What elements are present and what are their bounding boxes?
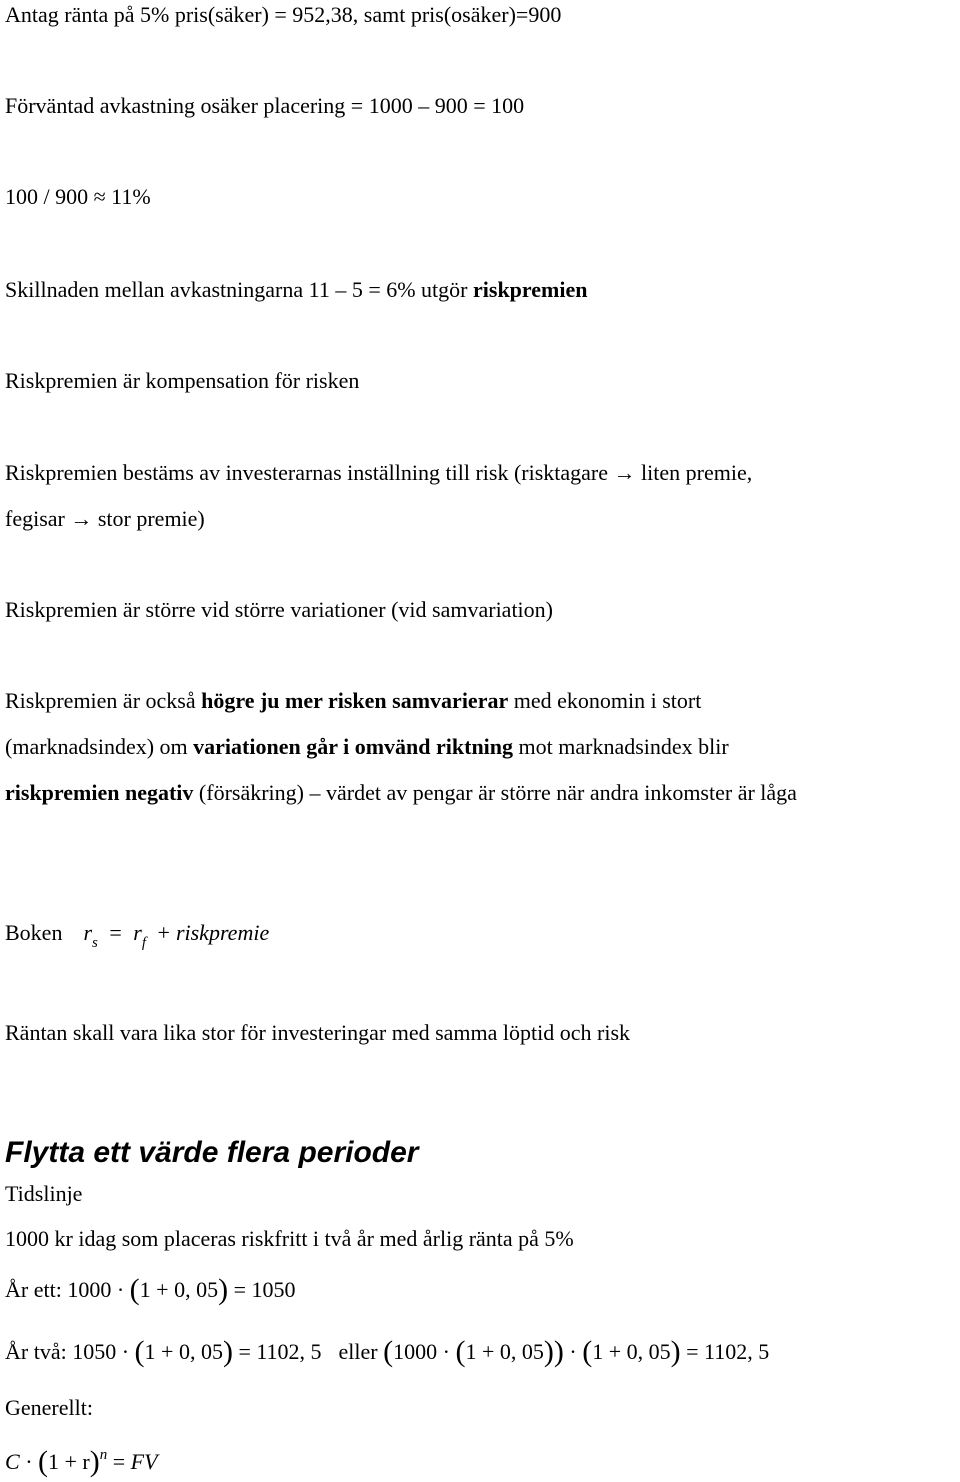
general-equals: = <box>107 1449 131 1474</box>
year-one-expr-b: 1 + 0, 05 <box>139 1277 219 1302</box>
year-two-alt-b: 1 + 0, 05 <box>465 1339 544 1364</box>
paren-close: ) <box>543 1335 554 1368</box>
formula-sub-f: f <box>141 935 147 951</box>
boken-formula <box>5 918 269 951</box>
year-two-label: År två: <box>5 1339 67 1364</box>
text-line-4 <box>5 275 587 305</box>
text-line-10-plain: (marknadsindex) om <box>5 734 194 759</box>
text-line-2: Förväntad avkastning osäker placering = 1000 – 900 = 100 <box>5 93 525 118</box>
text-line-11-bold: riskpremien negativ <box>5 780 194 805</box>
formula-r-f: r <box>133 920 142 945</box>
general-exponent: n <box>99 1447 108 1463</box>
text-line-12: Räntan skall vara lika stor för investeringar med samma löptid och risk <box>5 1020 631 1045</box>
boken-label: Boken <box>5 920 63 945</box>
year-two-alt-a: 1000 · <box>393 1339 456 1364</box>
text-line-9 <box>5 686 701 716</box>
year-two-expr-b: 1 + 0, 05 <box>144 1339 223 1364</box>
text-line-11-post: (försäkring) – värdet av pengar är större när andra inkomster är låga <box>193 780 797 805</box>
year-two-expr-a: 1050 · <box>72 1339 135 1364</box>
text-line-4-plain: Skillnaden mellan avkastningarna 11 – 5 = 6% utgör <box>5 277 473 302</box>
formula-r-s: r <box>83 920 93 945</box>
year-two-formula <box>5 1335 769 1367</box>
formula-riskpremie: riskpremie <box>175 920 270 945</box>
text-line-9-post: med ekonomin i stort <box>508 688 702 713</box>
general-formula <box>5 1445 158 1480</box>
text-line-10-bold: variationen går i omvänd riktning <box>193 734 514 759</box>
general-inner: 1 + r <box>48 1449 90 1474</box>
paren-close: ) <box>218 1273 229 1306</box>
year-two-alt-c: · <box>563 1339 583 1364</box>
paren-open: ( <box>129 1273 140 1306</box>
year-two-alt-result: = 1102, 5 <box>680 1339 770 1364</box>
year-one-result: = 1050 <box>228 1277 296 1302</box>
general-label: Generellt: <box>5 1395 93 1420</box>
text-line-4-bold: riskpremien <box>473 277 588 302</box>
text-line-9-plain: Riskpremien är också <box>5 688 202 713</box>
text-line-11 <box>5 778 797 808</box>
paren-open: ( <box>582 1335 593 1368</box>
paren-open: ( <box>38 1445 49 1478</box>
text-line-6-rest: (risktagare → liten premie, <box>508 460 753 485</box>
paren-open: ( <box>455 1335 466 1368</box>
text-line-7: fegisar → stor premie) <box>5 506 205 531</box>
formula-plus: + <box>157 920 170 945</box>
text-line-10 <box>5 732 729 762</box>
text-line-5: Riskpremien är kompensation för risken <box>5 368 360 393</box>
text-line-10-post: mot marknadsindex blir <box>513 734 729 759</box>
paren-close: ) <box>553 1335 564 1368</box>
section-heading: Flytta ett värde flera perioder <box>5 1136 419 1169</box>
year-one-formula <box>5 1273 296 1305</box>
year-one-expr-a: 1000 · <box>67 1277 130 1302</box>
formula-equals: = <box>109 920 122 945</box>
year-two-result: = 1102, 5 <box>232 1339 322 1364</box>
year-one-label: År ett: <box>5 1277 62 1302</box>
intro-line: 1000 kr idag som placeras riskfritt i två år med årlig ränta på 5% <box>5 1226 574 1251</box>
paren-close: ) <box>222 1335 233 1368</box>
general-C: C <box>5 1449 20 1474</box>
formula-sub-s: s <box>92 935 98 951</box>
paren-open: ( <box>383 1335 394 1368</box>
text-line-6-emphasis: Riskpremien bestäms av investerarnas inställning till risk <box>5 460 509 485</box>
paren-close: ) <box>670 1335 681 1368</box>
text-line-9-bold: högre ju mer risken samvarierar <box>201 688 509 713</box>
year-two-alt-d: 1 + 0, 05 <box>592 1339 671 1364</box>
paren-open: ( <box>134 1335 145 1368</box>
text-line-3: 100 / 900 ≈ 11% <box>5 184 151 209</box>
general-dot: · <box>19 1449 39 1474</box>
tidslinje-label: Tidslinje <box>5 1181 83 1206</box>
general-FV: FV <box>130 1449 158 1474</box>
paren-close: ) <box>89 1445 100 1478</box>
year-two-or: eller <box>338 1339 378 1364</box>
text-line-6 <box>5 458 752 488</box>
text-line-8: Riskpremien är större vid större variationer (vid samvariation) <box>5 597 553 622</box>
text-line-1: Antag ränta på 5% pris(säker) = 952,38, samt pris(osäker)=900 <box>5 2 562 27</box>
